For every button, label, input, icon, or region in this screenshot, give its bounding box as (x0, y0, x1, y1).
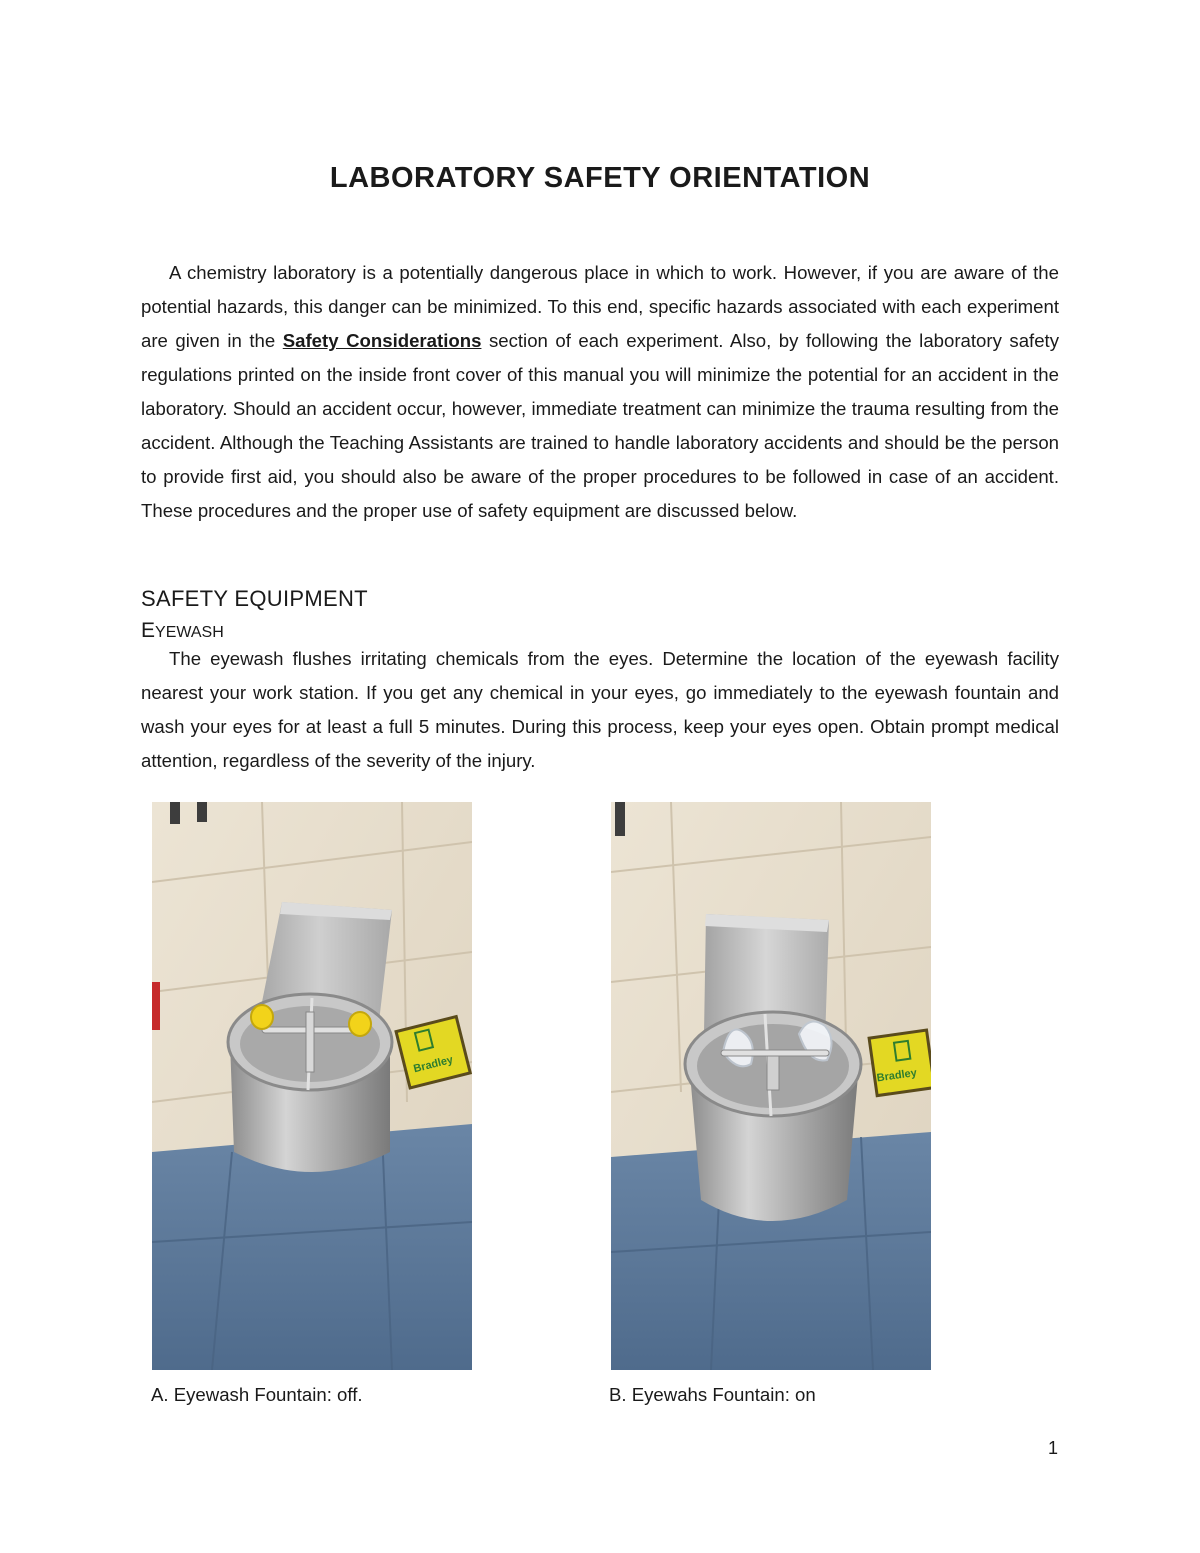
figure-caption-a: A. Eyewash Fountain: off. (151, 1384, 363, 1405)
page-number: 1 (1048, 1438, 1059, 1458)
eyewash-photo-on (611, 802, 931, 1370)
bradley-label-on (869, 1030, 931, 1096)
page-title: LABORATORY SAFETY ORIENTATION (329, 162, 871, 194)
subsection-heading-initial: E (141, 619, 156, 642)
intro-text-after-link: section of each experiment. Also, by following the laboratory safety regulations printed on the inside front cover of this manual you will minimize the potential for an accident in the laboratory. Should an accident occur, however, immediate treatment can minimize the trauma resulting from the accident. Although the Teaching Assistants are trained to handle laboratory accidents and should be the person to provide first aid, you should also be aware of the proper procedures to be followed in case of an accident. These procedures and the proper use of safety equipment are discussed below. (141, 330, 1060, 521)
safety-considerations-link[interactable]: Safety Considerations (282, 330, 482, 351)
intro-text-before-link: A chemistry laboratory is a potentially dangerous place in which to work. However, if you are aware of the potential hazards, this danger can be minimized. To this end, specific hazards associated with each experiment are given in the (141, 262, 1059, 351)
eyewash-photo-off (152, 802, 472, 1370)
subsection-heading-eyewash (141, 619, 224, 643)
figure-caption-b: B. Eyewahs Fountain: on (609, 1384, 816, 1405)
eyewash-text: The eyewash flushes irritating chemicals from the eyes. Determine the location of the eyewash facility nearest your work station. If you get any chemical in your eyes, go immediately to the eyewash fountain and wash your eyes for at least a full 5 minutes. During this process, keep your eyes open. Obtain prompt medical attention, regardless of the severity of the injury. (141, 648, 1059, 771)
svg-text:Bradley: Bradley (875, 1066, 918, 1085)
eyewash-off-illustration (152, 802, 472, 1370)
subsection-heading-rest: YEWASH (155, 624, 224, 641)
intro-paragraph (141, 256, 1059, 528)
section-heading-safety-equipment: SAFETY EQUIPMENT (141, 586, 368, 611)
svg-text:Bradley: Bradley (412, 1053, 455, 1076)
eyewash-paragraph (141, 642, 1059, 778)
eyewash-on-illustration (611, 802, 931, 1370)
bradley-label-off (396, 1017, 470, 1088)
